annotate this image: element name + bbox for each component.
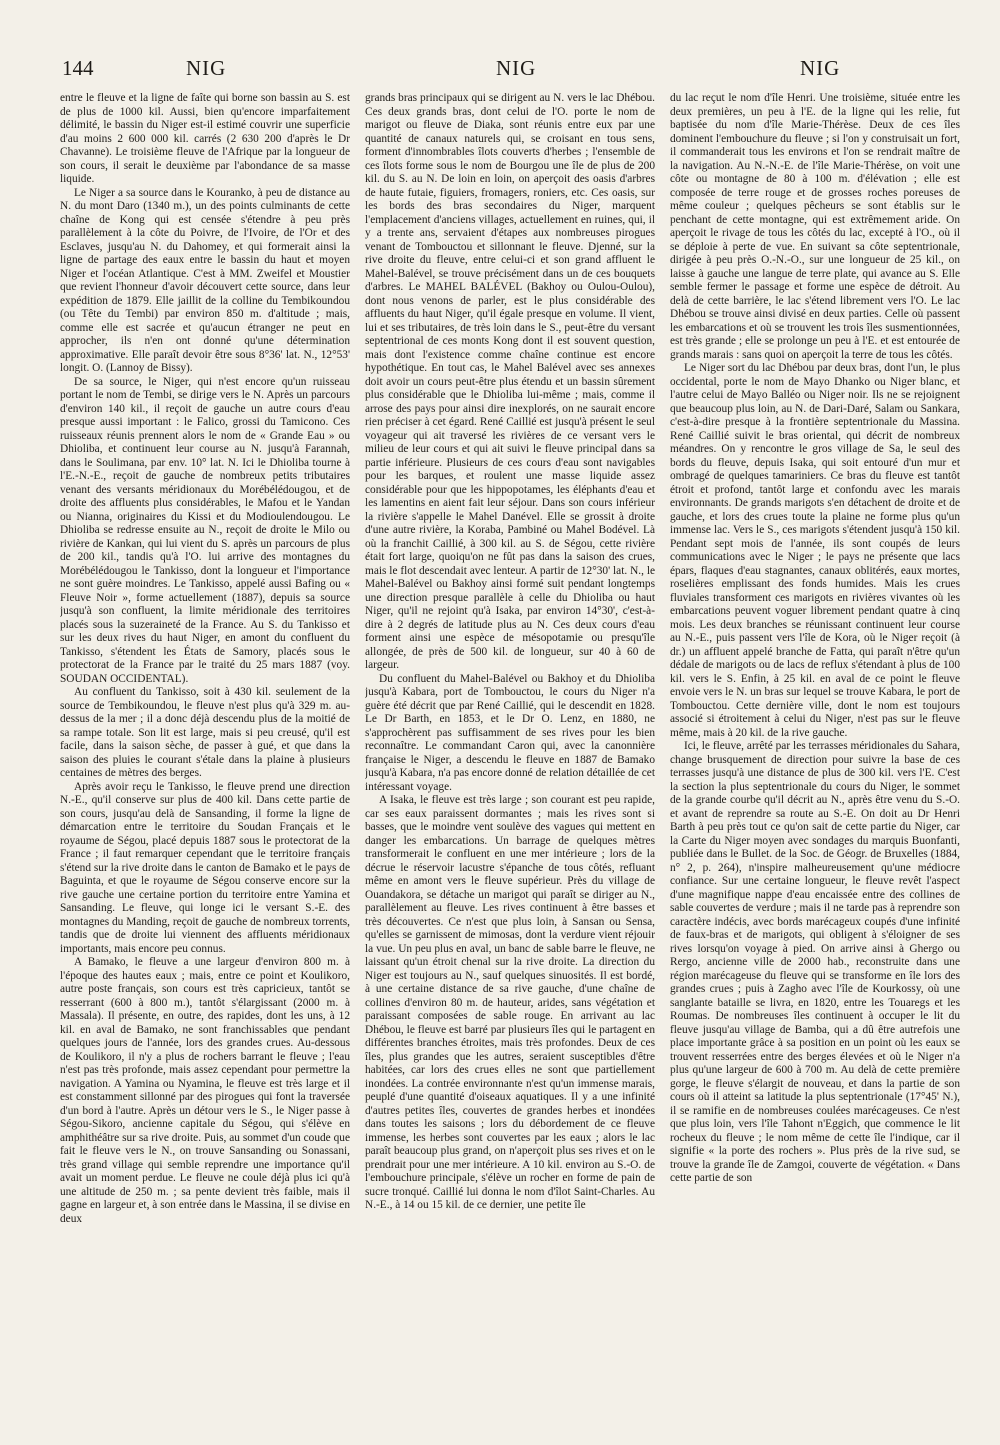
paragraph: Ici, le fleuve, arrêté par les terrasses méridionales du Sahara, change brusquement de direction pour suivre la base de ces terrasses jusqu'à une distance de plus de 300 kil. vers l'E. C'est la section la plus septentrionale du cours du Niger, le sommet de la grande courbe qu'il décrit au N., après être venu du S.-O. et avant de reprendre sa route au S.-E. On doit au Dr Henri Barth à peu près tout ce qu'on sait de cette partie du Niger, car la Carte du Niger moyen avec sondages du marquis Buonfanti, publiée dans le Bullet. de la Soc. de Géogr. de Bruxelles (1884, n° 2, p. 264), n'inspire malheureusement qu'une médiocre confiance. Sur une certaine longueur, le fleuve revêt l'aspect d'une magnifique nappe d'eau encaissée entre des collines de sable couvertes de verdure ; mais il ne tarde pas à reprendre son caractère indécis, avec bords marécageux coupés d'une infinité de faux-bras et de marigots, qui obligent à s'éloigner de ses rives lorsqu'on voyage à pied. On arrive ainsi à Ghergo ou Rergo, ancienne ville de 2000 hab., reconstruite dans une région marécageuse du fleuve qui se transforme en île lors des grandes crues ; puis à Zagho avec l'île de Kourkossy, où une sanglante bataille se livra, en 1820, entre les Touaregs et les Roumas. De nombreuses îles continuent à occuper le lit du fleuve jusqu'au village de Bamba, qui a dû être autrefois une place importante grâce à sa position en un point où les eaux se trouvent resserrées entre des berges élevées et où le Niger n'a plus qu'une largeur de 600 à 700 m. Au delà de cette première gorge, le fleuve s'élargit de nouveau, et dans la partie de son cours où il atteint sa latitude la plus septentrionale (17°45' N.), il se ramifie en de nombreuses coulées marécageuses. Ce n'est que plus loin, vers l'île Tahont n'Eggich, que commence le lit rocheux du fleuve ; le nom même de cette île l'indique, car il signifie « la porte des rochers ». Plus près de la rive sud, se trouve la grande île de Zamgoi, couverte de végétation. « Dans cette partie de son — [670, 740, 960, 1184]
text-column-3 — [670, 92, 960, 1432]
paragraph: A Bamako, le fleuve a une largeur d'environ 800 m. à l'époque des hautes eaux ; mais, entre ce point et Koulikoro, autre poste français, son cours est très capricieux, tantôt se resserrant (600 à 800 m.), tantôt s'élargissant (2000 m. à Massala). Il présente, en outre, des rapides, dont les uns, à 12 kil. en aval de Bamako, ne sont franchissables que pendant quelques jours de l'année, lors des grandes crues. Au-dessous de Koulikoro, il n'y a plus de rochers barrant le fleuve ; l'eau n'est pas très profonde, mais assez cependant pour permettre la navigation. A Yamina ou Nyamina, le fleuve est très large et il est constamment sillonné par des pirogues qui font la traversée d'un bord à l'autre. Après un détour vers le S., le Niger passe à Ségou-Sikoro, ancienne capitale du Ségou, qui s'élève en amphithéâtre sur sa rive droite. Puis, au sommet d'un coude que fait le fleuve vers le N., on trouve Sansanding ou Sonassani, très grand village qui semble reprendre une importance qu'il avait un moment perdue. Le fleuve ne coule déjà plus ici qu'à une altitude de 250 m. ; sa pente devient très faible, mais il gagne en largeur et, à son entrée dans le Massina, il se divise en deux — [60, 956, 350, 1225]
paragraph: Après avoir reçu le Tankisso, le fleuve prend une direction N.-E., qu'il conserve sur plus de 400 kil. Dans cette partie de son cours, jusqu'au delà de Sansanding, il forme la ligne de démarcation entre le territoire du Soudan Français et le royaume de Ségou, placé depuis 1887 sous le protectorat de la France ; il faut remarquer cependant que le territoire français s'étend sur la rive droite dans le canton de Bamako et le pays de Baguinta, et que le royaume de Ségou conserve encore sur la rive gauche une certaine portion du territoire entre Yamina et Sansanding. Le fleuve, qui longe ici le versant S.-E. des montagnes du Manding, reçoit de gauche de nombreux torrents, tandis que de droite lui viennent des affluents méridionaux importants, mais encore peu connus. — [60, 780, 350, 955]
paragraph: Le Niger a sa source dans le Kouranko, à peu de distance au N. du mont Daro (1340 m.), un des points culminants de cette chaîne de Kong qui est censée s'étendre à peu près parallèlement à la côte du Poivre, de l'Ivoire, de l'Or et des Esclaves, jusqu'au N. du Dahomey, et qui formerait ainsi la ligne de partage des eaux entre le bassin du haut et moyen Niger et l'océan Atlantique. C'est à MM. Zweifel et Moustier que revient l'honneur d'avoir découvert cette source, dans leur expédition de 1879. Elle jaillit de la colline du Tembikoundou (ou Tête du Tembi) par environ 850 m. d'altitude ; mais, comme elle est sacrée et qu'aucun étranger ne peut en approcher, ils n'en ont donné qu'une détermination approximative. Elle paraît devoir être sous 8°36' lat. N., 12°53' longit. O. (Lannoy de Bissy). — [60, 186, 350, 374]
paragraph: Le Niger sort du lac Dhébou par deux bras, dont l'un, le plus occidental, porte le nom de Mayo Dhanko ou Niger blanc, et l'autre celui de Mayo Balléo ou Niger noir. Ils ne se rejoignent que beaucoup plus loin, au N. de Dari-Daré, Salam ou Sankara, c'est-à-dire presque à la frontière septentrionale du Massina. René Caillié suivit le bras oriental, qui décrit de nombreux méandres. On y rencontre le gros village de Sa, le seul des bords du fleuve, depuis Isaka, qui soit entouré d'un mur et ombragé de quelques tamariniers. Ce bras du fleuve est tantôt étroit et profond, tantôt large et confondu avec les marais environnants. De grands marigots s'en détachent de droite et de gauche, et lors des crues toute la plaine ne forme plus qu'un immense lac. Vers le S., ces marigots s'étendent jusqu'à 150 kil. Pendant sept mois de l'année, ils sont coupés de leurs communications avec le Niger ; le pays ne présente que lacs épars, flaques d'eau stagnantes, canaux oblitérés, eaux mortes, roselières emplissant des fonds humides. Mais les crues fluviales transforment ces marigots en rivières vivantes où les embarcations peuvent voguer librement pendant quatre à cinq mois. Les deux branches se réunissant continuent leur course au N.-E., puis passent vers l'île de Kora, où le Niger reçoit (à dr.) un affluent appelé branche de Fatta, qui paraît n'être qu'un dédale de marigots ou de lacs de reflux s'étendant à plus de 100 kil. vers le S. Enfin, à 25 kil. en aval de ce point le fleuve envoie vers le N. un bras sur lequel se trouve Kabara, le port de Tombouctou. Cette dernière ville, dont le nom est toujours associé si étroitement à celui du Niger, n'est pas sur le fleuve même, mais à 20 kil. de la rive gauche. — [670, 362, 960, 739]
paragraph: Du confluent du Mahel-Balével ou Bakhoy et du Dhioliba jusqu'à Kabara, port de Tombouctou, le cours du Niger n'a guère été décrit que par René Caillié, qui le descendit en 1828. Le Dr Barth, en 1853, et le Dr O. Lenz, en 1880, ne s'approchèrent pas suffisamment de ses rives pour les bien reconnaître. Le commandant Caron qui, avec la canonnière française le Niger, a descendu le fleuve en 1887 de Bamako jusqu'à Kabara, n'a pas encore donné de relation détaillée de cet intéressant voyage. — [365, 672, 655, 793]
page-number: 144 — [62, 56, 94, 80]
running-headword-right: NIG — [800, 56, 841, 80]
paragraph: De sa source, le Niger, qui n'est encore qu'un ruisseau portant le nom de Tembi, se dirige vers le N. Après un parcours d'environ 140 kil., il reçoit de gauche un autre cours d'eau presque aussi important : le Falico, grossi du Tamicono. Ces ruisseaux réunis prennent alors le nom de « Grande Eau » ou Dhioliba, et continuent leur course au N. jusqu'à Farannah, dans le Soulimana, par env. 10° lat. N. Ici le Dhioliba tourne à l'E.-N.-E., reçoit de gauche de nombreux petits tributaires venant des versants méridionaux du Morébélédougou, et de droite des affluents plus considérables, le Mafou et le Yandan ou Nianna, originaires du Kissi et du Modioulendougou. Le Dhioliba se redresse ensuite au N., reçoit de droite le Milo ou rivière de Kankan, qui lui vient du S. après un parcours de plus de 200 kil., tandis qu'à l'O. lui arrive des montagnes du Morébélédougou le Tankisso, dont la longueur et l'importance ne sont guère moindres. Le Tankisso, appelé aussi Bafing ou « Fleuve Noir », forme actuellement (1887), depuis sa source jusqu'à son confluent, la limite méridionale des territoires placés sous la suzeraineté de la France. Au S. du Tankisso et sur les deux rives du haut Niger, en amont du confluent du Tankisso, s'étendent les États de Samory, placés sous le protectorat de la France par le traité du 25 mars 1887 (voy. SOUDAN OCCIDENTAL). — [60, 375, 350, 685]
running-headword-left: NIG — [186, 56, 227, 80]
paragraph: Au confluent du Tankisso, soit à 430 kil. seulement de la source de Tembikoundou, le fleuve n'est plus qu'à 329 m. au-dessus de la mer ; il a donc déjà descendu plus de la moitié de sa rampe totale. Son lit est large, mais si peu creusé, qu'il est facile, dans la saison sèche, de passer à gué, et que dans la saison des pluies le courant s'étale dans la plaine à plusieurs centaines de mètres des berges. — [60, 686, 350, 779]
running-headword-center: NIG — [496, 56, 537, 80]
paragraph: grands bras principaux qui se dirigent au N. vers le lac Dhébou. Ces deux grands bras, dont celui de l'O. porte le nom de marigot ou fleuve de Diaka, sont réunis entre eux par une quantité de canaux naturels qui, se croisant en tous sens, forment d'innombrables îlots couverts d'herbes ; l'ensemble de ces îlots forme sous le nom de Bourgou une île de plus de 200 kil. du S. au N. De loin en loin, on aperçoit des oasis d'arbres de haute futaie, figuiers, fromagers, roniers, etc. Ces oasis, sur les bords des bras secondaires du Niger, marquent l'emplacement d'anciens villages, actuellement en ruines, qui, il y a trente ans, servaient d'étapes aux nombreuses pirogues venant de Tombouctou et sillonnant le fleuve. Djenné, sur la rive droite du fleuve, entre celui-ci et son grand affluent le Mahel-Balével, se trouve précisément dans un de ces bouquets d'arbres. Le MAHEL BALÉVEL (Bakhoy ou Oulou-Oulou), dont nous venons de parler, est le plus considérable des affluents du haut Niger, qu'il égale presque en volume. Il vient, lui et ses tributaires, de très loin dans le S., peut-être du versant septentrional de ces monts Kong dont il est souvent question, mais dont l'existence comme chaîne continue est encore hypothétique. En tout cas, le Mahel Balével avec ses annexes doit avoir un cours peut-être plus étendu et un bassin sûrement plus considérable que le Dhioliba lui-même ; mais, comme il arrose des pays pour ainsi dire inexplorés, on ne saurait encore rien préciser à cet égard. René Caillié est jusqu'à présent le seul voyageur qui ait traversé les rivières de ce versant vers le milieu de leur cours et qui ait suivi le fleuve principal dans sa partie inférieure. Plusieurs de ces cours d'eau sont navigables pour les barques, et roulent une masse liquide assez considérable pour que les hippopotames, les éléphants d'eau et les lamentins en aient fait leur séjour. Dans son cours inférieur la rivière s'appelle le Mahel Danével. Elle se grossit à droite d'une autre rivière, la Koraba, Pambiné ou Mahel Bodével. Là où la franchit Caillié, à 300 kil. au S. de Ségou, cette rivière était fort large, quoiqu'on ne fût pas dans la saison des crues, mais le flot descendait avec lenteur. A partir de 12°30' lat. N., le Mahel-Balével ou Bakhoy ainsi formé suit pendant longtemps une direction presque parallèle à celle du Dhioliba ou haut Niger, qu'il ne rejoint qu'à Isaka, par environ 14°30', c'est-à-dire à 2 degrés de latitude plus au N. Ces deux cours d'eau forment ainsi une espèce de mésopotamie ou presqu'île allongée, de près de 500 kil. de longueur, sur 40 à 60 de largeur. — [365, 92, 655, 671]
paragraph: entre le fleuve et la ligne de faîte qui borne son bassin au S. est de plus de 1000 kil. Aussi, bien qu'encore imparfaitement délimité, le bassin du Niger est-il estimé couvrir une superficie d'au moins 2 600 000 kil. carrés (2 630 200 d'après le Dr Chavanne). Le troisième fleuve de l'Afrique par la longueur de son cours, il serait le deuxième par l'abondance de sa masse liquide. — [60, 92, 350, 185]
text-columns — [60, 92, 960, 1432]
paragraph: du lac reçut le nom d'île Henri. Une troisième, située entre les deux premières, un peu à l'E. de la ligne qui les relie, fut baptisée du nom d'île Marie-Thérèse. Deux de ces îles dominent l'embouchure du fleuve ; si l'on y construisait un fort, il commanderait tous les environs et l'on se rendrait maître de la navigation. Au N.-N.-E. de l'île Marie-Thérèse, on voit une côte ou montagne de 80 à 100 m. d'élévation ; elle est composée de terre rouge et de grosses roches poreuses de même couleur ; quelques pêcheurs se sont établis sur le penchant de cette montagne, qui est extrêmement aride. On aperçoit le rivage de tous les côtés du lac, excepté à l'O., où il se déploie à perte de vue. En suivant sa côte septentrionale, dirigée à peu près O.-N.-O., sur une longueur de 25 kil., on laisse à gauche une langue de terre plate, qui avance au S. Elle semble fermer le passage et forme une espèce de détroit. Au delà de cette barrière, le lac s'étend librement vers l'O. Le lac Dhébou se trouve ainsi divisé en deux parties. Celle où passent les embarcations et où se trouvent les trois îles susmentionnées, est très grande ; elle se prolonge un peu à l'E. et est entourée de grands marais : sans quoi on aperçoit la terre de tous les côtés. — [670, 92, 960, 361]
text-column-1 — [60, 92, 350, 1432]
text-column-2 — [365, 92, 655, 1432]
paragraph: A Isaka, le fleuve est très large ; son courant est peu rapide, car ses eaux paraissent dormantes ; mais les rives sont si basses, que le moindre vent soulève des vagues qui mettent en danger les embarcations. Un barrage de quelques mètres transformerait le confluent en une mer intérieure ; lors de la décrue le réservoir lacustre s'épanche de tous côtés, refluant même en amont vers le fleuve supérieur. Près du village de Ouandakora, se détache un marigot qui paraît se diriger au N., parallèlement au fleuve. Les rives continuent à être basses et très découvertes. Ce n'est que plus loin, à Sansan ou Sensa, qu'elles se garnissent de mimosas, dont la verdure vient réjouir la vue. Un peu plus en aval, un banc de sable barre le fleuve, ne laissant qu'un étroit chenal sur la rive droite. La direction du Niger est toujours au N., sauf quelques sinuosités. Il est bordé, à une certaine distance de sa rive gauche, d'une chaîne de collines d'environ 80 m. de hauteur, arides, sans végétation et paraissant composées de sable rouge. En arrivant au lac Dhébou, le fleuve est barré par plusieurs îles qui le partagent en différentes branches étroites, mais très profondes. Deux de ces îles, plus grandes que les autres, seraient susceptibles d'être habitées, car lors des crues elles ne sont que partiellement inondées. La contrée environnante n'est qu'un immense marais, peuplé d'une quantité d'oiseaux aquatiques. Il y a une infinité d'autres petites îles, couvertes de grandes herbes et inondées dans toutes les saisons ; lors du débordement de ce fleuve immense, les herbes sont couvertes par les eaux ; alors le lac paraît beaucoup plus grand, on n'aperçoit plus ses rives et on le prendrait pour une mer intérieure. A 10 kil. environ au S.-O. de l'embouchure principale, s'élève un rocher en forme de pain de sucre tronqué. Caillié lui donna le nom d'îlot Saint-Charles. Au N.-E., à 14 ou 15 kil. de ce dernier, une petite île — [365, 794, 655, 1211]
page-header — [0, 56, 1000, 86]
